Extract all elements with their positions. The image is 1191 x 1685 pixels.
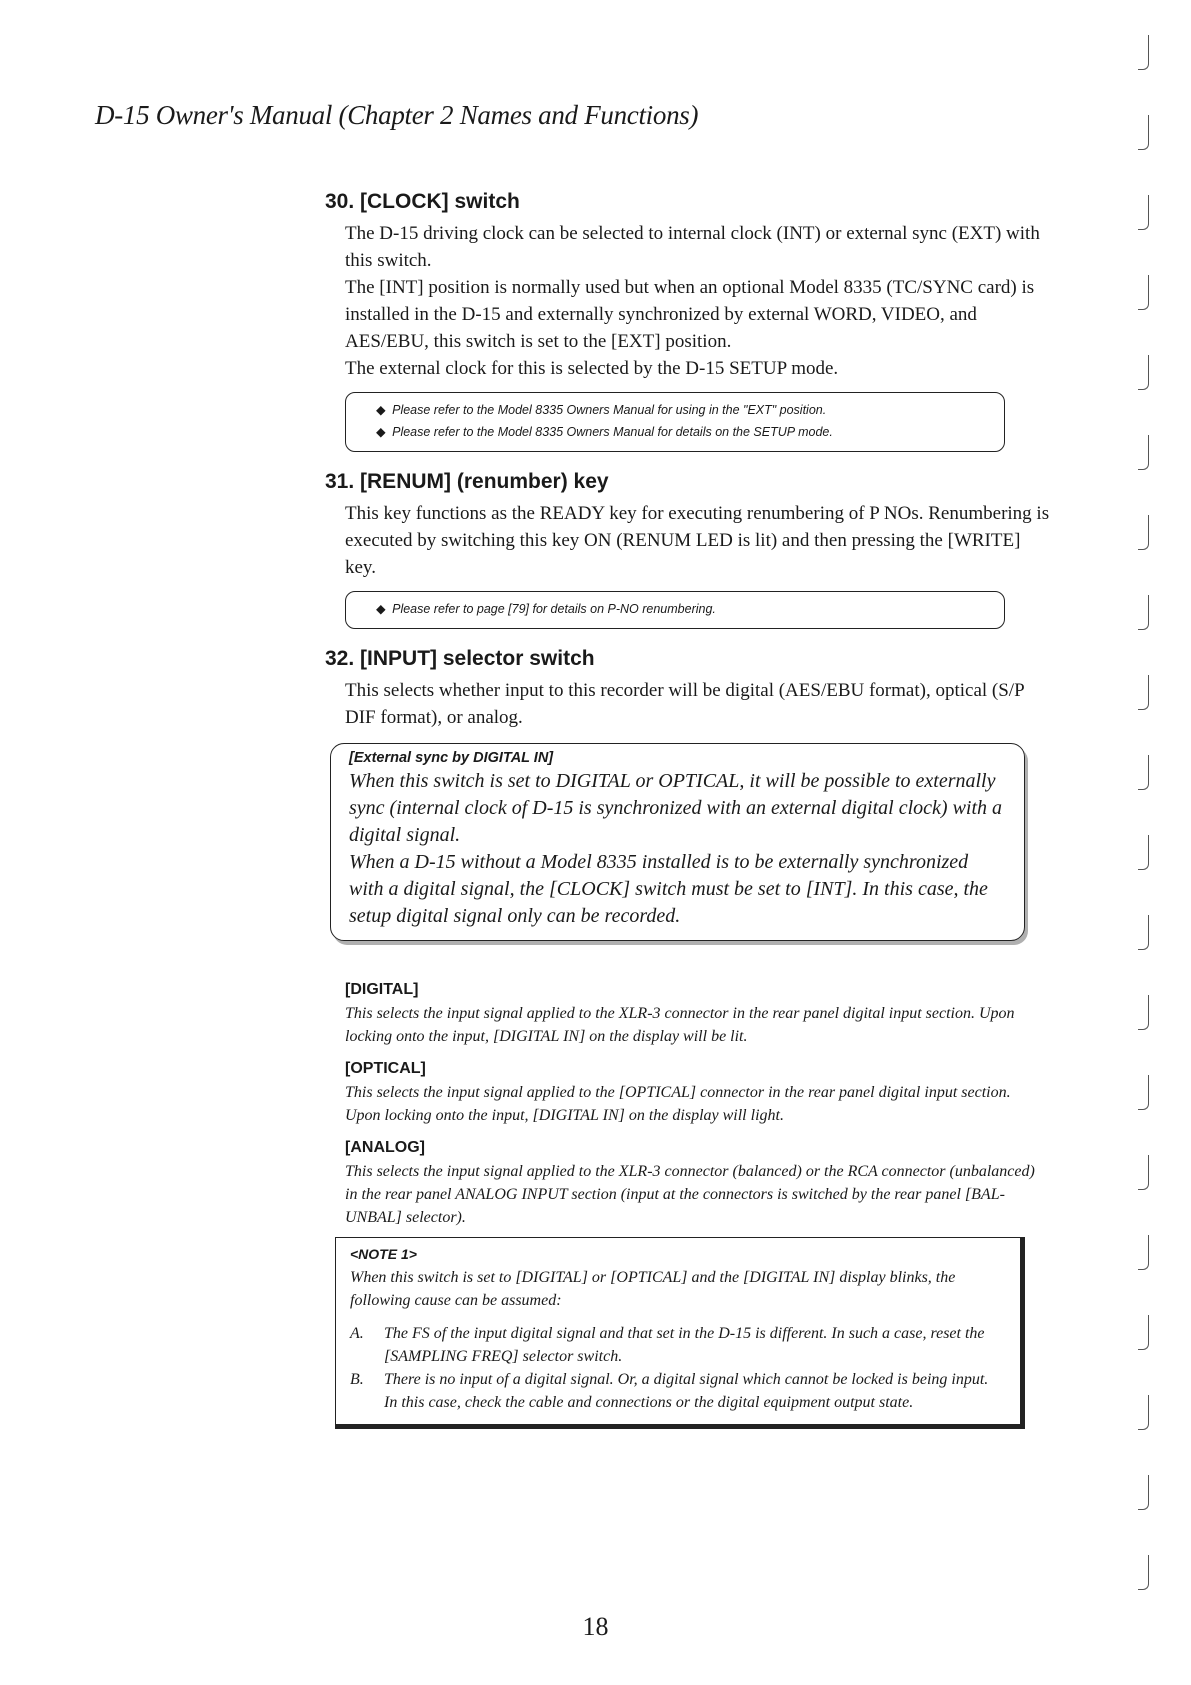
binder-hole-mark [1138,435,1149,470]
paragraph: The external clock for this is selected by the D-15 SETUP mode. [345,358,839,379]
option-title: [DIGITAL] [345,981,419,998]
reference-note-box [345,392,1005,452]
binder-hole-mark [1138,835,1149,870]
paragraph: This selects whether input to this recorder will be digital (AES/EBU format), optical (S/P DIF format), or analog. [345,680,1024,728]
reference-note-text: Please refer to the Model 8335 Owners Manual for details on the SETUP mode. [392,425,833,439]
binder-hole-mark [1138,1075,1149,1110]
binder-hole-mark [1138,115,1149,150]
binder-hole-mark [1138,1315,1149,1350]
section-clock-switch [325,190,1050,452]
binder-hole-mark [1138,1475,1149,1510]
section-title: 31. [RENUM] (renumber) key [325,470,609,493]
option-text: This selects the input signal applied to the XLR-3 connector (balanced) or the RCA connector (unbalanced) in the rear panel ANALOG INPUT section (input at the connectors is switched by the rear panel [BAL-UNBAL] selector). [345,1163,1035,1226]
external-sync-text: When a D-15 without a Model 8335 installed is to be externally synchronized with a digital signal, the [CLOCK] switch must be set to [INT]. In this case, the setup digital signal only can be recorded. [349,851,988,927]
list-item [350,1368,1000,1414]
binder-hole-mark [1138,1555,1149,1590]
option-analog [345,1139,1050,1229]
note-1-title: <NOTE 1> [350,1246,417,1262]
note-1-text: When this switch is set to [DIGITAL] or [OPTICAL] and the [DIGITAL IN] display blinks, the following cause can be assumed: [350,1269,956,1309]
list-marker: B. [350,1371,364,1388]
paragraph: This key functions as the READY key for executing renumbering of P NOs. Renumbering is executed by switching this key ON (RENUM LED is lit) and then pressing the [WRITE] key. [345,503,1050,578]
diamond-bullet-icon: ◆ [376,425,386,439]
list-item [350,1322,1000,1368]
reference-note-text: Please refer to page [79] for details on P-NO renumbering. [392,602,716,616]
section-body [345,220,1050,382]
binder-hole-mark [1138,1235,1149,1270]
paragraph: The D-15 driving clock can be selected to internal clock (INT) or external sync (EXT) with this switch. [345,223,1040,271]
binder-hole-mark [1138,35,1149,70]
binder-hole-mark [1138,195,1149,230]
binder-hole-mark [1138,915,1149,950]
binder-hole-mark [1138,275,1149,310]
reference-note [376,399,990,421]
binder-hole-mark [1138,755,1149,790]
external-sync-text: When this switch is set to DIGITAL or OPTICAL, it will be possible to externally sync (internal clock of D-15 is synchronized with an external digital clock) with a digital signal. [349,770,1003,846]
paragraph: The [INT] position is normally used but when an optional Model 8335 (TC/SYNC card) is installed in the D-15 and externally synchronized by external WORD, VIDEO, and AES/EBU, this switch is set to the [EXT] position. [345,277,1035,352]
reference-note-box [345,591,1005,629]
section-title: 32. [INPUT] selector switch [325,647,595,670]
note-1-box [335,1237,1025,1429]
section-input-selector [325,647,1050,1429]
diamond-bullet-icon: ◆ [376,403,386,417]
reference-note [376,598,990,620]
option-text: This selects the input signal applied to the XLR-3 connector in the rear panel digital input section. Upon locking onto the input, [DIGITAL IN] on the display will be lit. [345,1005,1015,1045]
section-title: 30. [CLOCK] switch [325,190,520,213]
note-1-list [350,1322,1000,1414]
page-number: 18 [582,1612,609,1641]
list-marker: A. [350,1325,364,1342]
binder-hole-mark [1138,355,1149,390]
list-item-text: The FS of the input digital signal and that set in the D-15 is different. In such a case, reset the [SAMPLING FREQ] selector switch. [384,1325,985,1365]
binder-hole-mark [1138,675,1149,710]
option-title: [ANALOG] [345,1139,425,1156]
section-body [345,677,1050,731]
option-title: [OPTICAL] [345,1060,426,1077]
binder-hole-mark [1138,595,1149,630]
binder-hole-mark [1138,1395,1149,1430]
section-renum-key [325,470,1050,629]
option-text: This selects the input signal applied to the [OPTICAL] connector in the rear panel digital input section. Upon locking onto the input, [DIGITAL IN] on the display will light. [345,1084,1011,1124]
diamond-bullet-icon: ◆ [376,602,386,616]
option-digital [345,981,1050,1048]
section-body [345,500,1050,581]
page-header-title: D-15 Owner's Manual (Chapter 2 Names and Functions) [95,100,699,130]
external-sync-box [330,743,1025,941]
list-item-text: There is no input of a digital signal. Or, a digital signal which cannot be locked is being input. In this case, check the cable and connections or the digital equipment output state. [384,1371,989,1411]
reference-note [376,421,990,443]
option-optical [345,1060,1050,1127]
binder-hole-mark [1138,995,1149,1030]
page-content [325,190,1050,1429]
binder-hole-mark [1138,515,1149,550]
binder-hole-mark [1138,1155,1149,1190]
external-sync-title: [External sync by DIGITAL IN] [349,750,554,766]
binder-holes [1138,35,1149,1635]
reference-note-text: Please refer to the Model 8335 Owners Manual for using in the "EXT" position. [392,403,827,417]
